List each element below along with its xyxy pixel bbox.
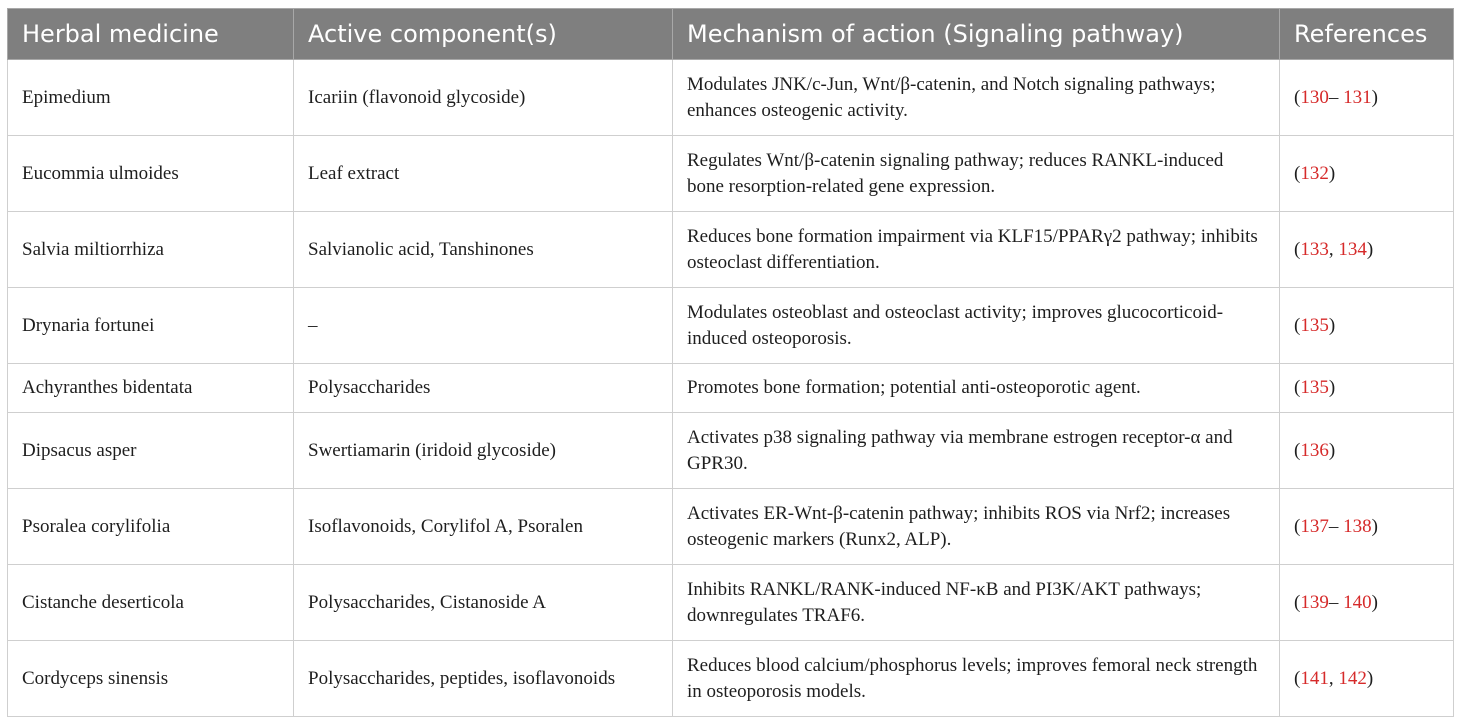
mechanism-cell: Reduces bone formation impairment via KLF15/PPARγ2 pathway; inhibits osteoclast differentiation. xyxy=(673,212,1280,288)
mechanism-cell: Activates p38 signaling pathway via membrane estrogen receptor-α and GPR30. xyxy=(673,413,1280,489)
header-references: References xyxy=(1280,9,1454,60)
component-cell: Isoflavonoids, Corylifol A, Psoralen xyxy=(294,489,673,565)
ref-open: ( xyxy=(1294,439,1301,461)
reference-link[interactable]: 139 xyxy=(1300,591,1329,613)
ref-close: ) xyxy=(1328,314,1336,336)
herb-cell: Dipsacus asper xyxy=(8,413,294,489)
reference-cell xyxy=(1280,60,1454,136)
ref-separator: , xyxy=(1328,238,1339,260)
reference-link[interactable]: 136 xyxy=(1300,439,1329,461)
reference-cell xyxy=(1280,641,1454,717)
header-herbal-medicine: Herbal medicine xyxy=(8,9,294,60)
ref-close: ) xyxy=(1328,377,1336,398)
reference-cell xyxy=(1280,364,1454,413)
ref-open: ( xyxy=(1294,377,1301,398)
ref-separator: – xyxy=(1328,515,1344,537)
reference-link[interactable]: 134 xyxy=(1338,238,1367,260)
table-row xyxy=(8,565,1454,641)
component-cell: Polysaccharides xyxy=(294,364,673,413)
reference-link[interactable]: 140 xyxy=(1343,591,1372,613)
reference-link[interactable]: 133 xyxy=(1300,238,1329,260)
mechanism-cell: Promotes bone formation; potential anti-osteoporotic agent. xyxy=(673,364,1280,413)
component-cell: Polysaccharides, peptides, isoflavonoids xyxy=(294,641,673,717)
reference-cell xyxy=(1280,489,1454,565)
herb-cell: Cistanche deserticola xyxy=(8,565,294,641)
component-cell: Leaf extract xyxy=(294,136,673,212)
reference-link[interactable]: 131 xyxy=(1343,86,1372,108)
herb-cell: Eucommia ulmoides xyxy=(8,136,294,212)
mechanism-cell: Modulates JNK/c-Jun, Wnt/β-catenin, and Notch signaling pathways; enhances osteogenic activity. xyxy=(673,60,1280,136)
table-row xyxy=(8,136,1454,212)
herb-cell: Cordyceps sinensis xyxy=(8,641,294,717)
component-cell: Icariin (flavonoid glycoside) xyxy=(294,60,673,136)
herb-cell: Epimedium xyxy=(8,60,294,136)
reference-link[interactable]: 142 xyxy=(1338,667,1367,689)
reference-cell xyxy=(1280,565,1454,641)
ref-close: ) xyxy=(1366,667,1374,689)
reference-cell xyxy=(1280,413,1454,489)
reference-link[interactable]: 137 xyxy=(1300,515,1329,537)
reference-link[interactable]: 132 xyxy=(1300,162,1329,184)
ref-close: ) xyxy=(1371,86,1378,108)
ref-open: ( xyxy=(1294,667,1301,689)
reference-cell xyxy=(1280,212,1454,288)
table-row xyxy=(8,288,1454,364)
ref-close: ) xyxy=(1328,162,1336,184)
ref-open: ( xyxy=(1294,314,1301,336)
ref-open: ( xyxy=(1294,591,1301,613)
table-header xyxy=(8,9,1454,60)
reference-link[interactable]: 141 xyxy=(1300,667,1329,689)
table-row xyxy=(8,212,1454,288)
ref-close: ) xyxy=(1371,515,1378,537)
component-cell: Polysaccharides, Cistanoside A xyxy=(294,565,673,641)
reference-link[interactable]: 135 xyxy=(1300,314,1329,336)
ref-separator: – xyxy=(1328,591,1344,613)
ref-open: ( xyxy=(1294,86,1301,108)
ref-close: ) xyxy=(1366,238,1374,260)
reference-cell xyxy=(1280,136,1454,212)
header-active-components: Active component(s) xyxy=(294,9,673,60)
component-cell: Salvianolic acid, Tanshinones xyxy=(294,212,673,288)
header-mechanism: Mechanism of action (Signaling pathway) xyxy=(673,9,1280,60)
mechanism-cell: Inhibits RANKL/RANK-induced NF-κB and PI3K/AKT pathways; downregulates TRAF6. xyxy=(673,565,1280,641)
herbal-medicine-table xyxy=(7,8,1454,717)
ref-separator: – xyxy=(1328,86,1344,108)
herb-cell: Drynaria fortunei xyxy=(8,288,294,364)
reference-link[interactable]: 138 xyxy=(1343,515,1372,537)
table-row xyxy=(8,364,1454,413)
ref-open: ( xyxy=(1294,162,1301,184)
ref-open: ( xyxy=(1294,238,1301,260)
table-body xyxy=(8,60,1454,717)
mechanism-cell: Reduces blood calcium/phosphorus levels; improves femoral neck strength in osteoporosis models. xyxy=(673,641,1280,717)
table-row xyxy=(8,489,1454,565)
table-row xyxy=(8,60,1454,136)
herb-cell: Psoralea corylifolia xyxy=(8,489,294,565)
mechanism-cell: Regulates Wnt/β-catenin signaling pathway; reduces RANKL-induced bone resorption-related gene expression. xyxy=(673,136,1280,212)
table-row xyxy=(8,641,1454,717)
table-row xyxy=(8,413,1454,489)
ref-open: ( xyxy=(1294,515,1301,537)
reference-link[interactable]: 130 xyxy=(1300,86,1329,108)
component-cell: – xyxy=(294,288,673,364)
ref-close: ) xyxy=(1371,591,1378,613)
herb-cell: Achyranthes bidentata xyxy=(8,364,294,413)
herb-cell: Salvia miltiorrhiza xyxy=(8,212,294,288)
mechanism-cell: Modulates osteoblast and osteoclast activity; improves glucocorticoid-induced osteoporosis. xyxy=(673,288,1280,364)
ref-close: ) xyxy=(1328,439,1336,461)
mechanism-cell: Activates ER-Wnt-β-catenin pathway; inhibits ROS via Nrf2; increases osteogenic markers (Runx2, ALP). xyxy=(673,489,1280,565)
ref-separator: , xyxy=(1328,667,1339,689)
reference-link[interactable]: 135 xyxy=(1300,377,1329,398)
header-row xyxy=(8,9,1454,60)
reference-cell xyxy=(1280,288,1454,364)
component-cell: Swertiamarin (iridoid glycoside) xyxy=(294,413,673,489)
